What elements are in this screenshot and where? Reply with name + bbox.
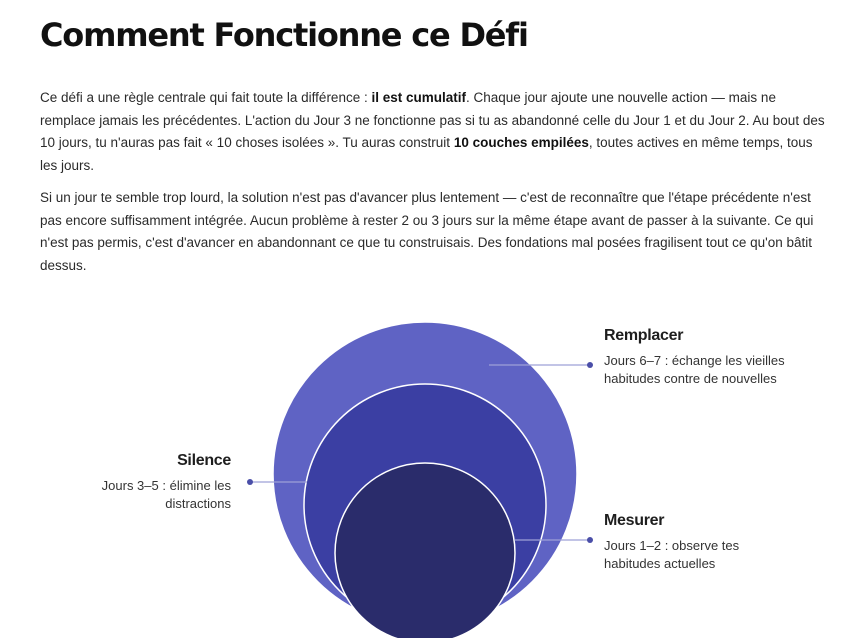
silence-connector-dot — [247, 479, 253, 485]
remplacer-connector-dot — [587, 362, 593, 368]
remplacer-description: Jours 6–7 : échange les vieilles habitudes contre de nouvelles — [604, 353, 785, 386]
remplacer-title: Remplacer — [604, 327, 684, 344]
intro-bold-cumulative: il est cumulatif — [371, 90, 466, 105]
mesurer-connector-dot — [587, 537, 593, 543]
intro-text-3: , toutes actives en même temps, tous les jours. — [40, 135, 813, 173]
mesurer-title: Mesurer — [604, 512, 665, 529]
intro-text-2: . Chaque jour ajoute une nouvelle action — mais ne remplace jamais les précédentes. L'action du Jour 3 ne fonctionne pas si tu as abandonné celle du Jour 1 et du Jour 2. Au bout des 10 jours, tu n'auras pas fait « 10 choses isolées ». Tu auras construit — [40, 90, 825, 150]
advice-paragraph: Si un jour te semble trop lourd, la solution n'est pas d'avancer plus lentement — c'est de reconnaître que l'étape précédente n'est pas encore suffisamment intégrée. Aucun problème à rester 2 ou 3 jours sur la même étape avant de passer à la suivante. Ce qui n'est pas permis, c'est d'avancer en abandonnant ce que tu construisais. Des fondations mal posées fragilisent tout ce qu'on bâtit dessus. — [40, 190, 814, 273]
silence-description: Jours 3–5 : élimine les distractions — [101, 478, 231, 511]
intro-text-1: Ce défi a une règle centrale qui fait toute la différence : — [40, 90, 372, 105]
mesurer-description: Jours 1–2 : observe tes habitudes actuelles — [604, 538, 740, 571]
layer-mesurer-circle — [335, 463, 515, 638]
page-title: Comment Fonctionne ce Défi — [40, 16, 528, 54]
silence-title: Silence — [177, 452, 231, 469]
intro-bold-layers: 10 couches empilées — [453, 135, 589, 150]
